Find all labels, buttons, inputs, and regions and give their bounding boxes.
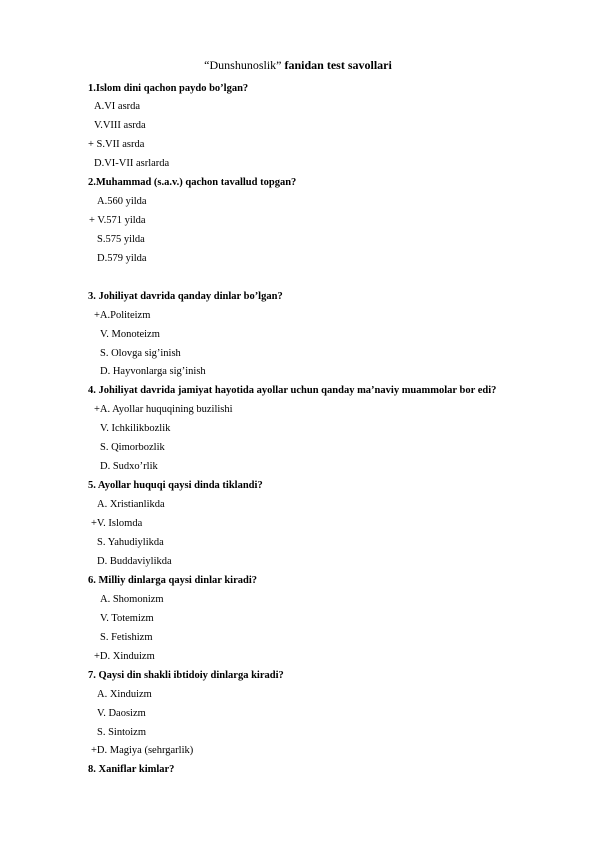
q4-option-c: S. Qimorbozlik bbox=[100, 442, 165, 453]
question-3: 3. Johiliyat davrida qanday dinlar bo’lgan? bbox=[88, 291, 283, 302]
q2-option-c: S.575 yilda bbox=[97, 234, 145, 245]
q1-option-a: A.VI asrda bbox=[94, 101, 141, 112]
q1-option-c: + S.VII asrda bbox=[88, 139, 145, 150]
q3-option-a: +A.Politeizm bbox=[94, 310, 151, 321]
q5-option-c: S. Yahudiylikda bbox=[97, 537, 164, 548]
q6-option-b: V. Totemizm bbox=[100, 613, 154, 624]
q2-option-b: + V.571 yilda bbox=[89, 215, 146, 226]
question-4: 4. Johiliyat davrida jamiyat hayotida ayollar uchun qanday ma’naviy muammolar bor edi? bbox=[88, 385, 497, 396]
document-title bbox=[0, 58, 596, 72]
q7-option-b: V. Daosizm bbox=[97, 708, 146, 719]
q3-option-b: V. Monoteizm bbox=[100, 329, 160, 340]
q7-option-d: +D. Magiya (sehrgarlik) bbox=[91, 745, 194, 756]
q3-option-c: S. Olovga sig’inish bbox=[100, 348, 181, 359]
q1-option-d: D.VI-VII asrlarda bbox=[94, 158, 170, 169]
q2-option-d: D.579 yilda bbox=[97, 253, 147, 264]
q7-option-c: S. Sintoizm bbox=[97, 727, 147, 738]
q5-option-a: A. Xristianlikda bbox=[97, 499, 165, 510]
q5-option-d: D. Buddaviylikda bbox=[97, 556, 172, 567]
question-7: 7. Qaysi din shakli ibtidoiy dinlarga kiradi? bbox=[88, 670, 284, 681]
q4-option-a: +A. Ayollar huquqining buzilishi bbox=[94, 404, 233, 415]
title-quoted: “Dunshunoslik” bbox=[204, 58, 282, 72]
question-2: 2.Muhammad (s.a.v.) qachon tavallud topgan? bbox=[88, 177, 297, 188]
q1-option-b: V.VIII asrda bbox=[94, 120, 146, 131]
title-rest: fanidan test savollari bbox=[281, 58, 392, 72]
q6-option-a: A. Shomonizm bbox=[100, 594, 164, 605]
question-6: 6. Milliy dinlarga qaysi dinlar kiradi? bbox=[88, 575, 258, 586]
q6-option-c: S. Fetishizm bbox=[100, 632, 153, 643]
q6-option-d: +D. Xinduizm bbox=[94, 651, 155, 662]
q3-option-d: D. Hayvonlarga sig’inish bbox=[100, 366, 206, 377]
question-5: 5. Ayollar huquqi qaysi dinda tiklandi? bbox=[88, 480, 263, 491]
q4-option-d: D. Sudxo’rlik bbox=[100, 461, 158, 472]
question-8: 8. Xaniflar kimlar? bbox=[88, 764, 175, 775]
q4-option-b: V. Ichkilikbozlik bbox=[100, 423, 171, 434]
q7-option-a: A. Xinduizm bbox=[97, 689, 152, 700]
question-1: 1.Islom dini qachon paydo bo’lgan? bbox=[88, 83, 249, 94]
q5-option-b: +V. Islomda bbox=[91, 518, 143, 529]
q2-option-a: A.560 yilda bbox=[97, 196, 147, 207]
